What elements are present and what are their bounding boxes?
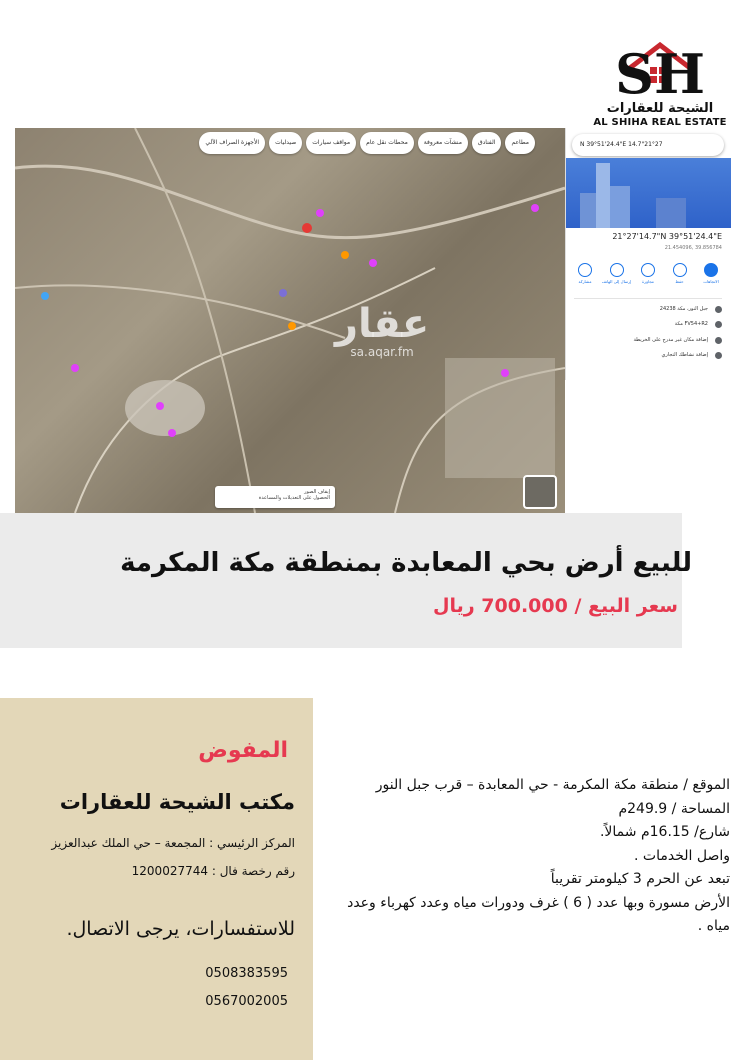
chip-pharmacies[interactable]: صيدليات bbox=[269, 132, 302, 154]
add-place-icon bbox=[715, 337, 722, 344]
map-layers-button[interactable] bbox=[523, 475, 557, 509]
save-button[interactable]: حفظ bbox=[669, 263, 691, 289]
panel-divider bbox=[574, 298, 722, 299]
detail-area: المساحة / 249.9م bbox=[618, 800, 730, 817]
chip-parking[interactable]: مواقف سيارات bbox=[306, 132, 356, 154]
logo-name-arabic: الشيحة للعقارات bbox=[606, 101, 714, 116]
logo-house-icon bbox=[590, 35, 730, 105]
agent-box bbox=[0, 698, 313, 1060]
coordinates-text: 21°27'14.7"N 39°51'24.4"E bbox=[612, 232, 722, 241]
detail-description: الأرض مسورة وبها عدد ( 6 ) غرف ودورات مياه وعدد كهرباء وعدد مياه . bbox=[347, 894, 730, 934]
phone-number-1[interactable]: 0508383595 bbox=[205, 966, 288, 981]
panel-row-add-business[interactable]: إضافة نشاطك التجاري bbox=[574, 352, 722, 358]
detail-distance: تبعد عن الحرم 3 كيلومتر تقريباً bbox=[550, 871, 730, 887]
map-terrain bbox=[15, 128, 565, 513]
coordinates-decimal: 21.454096, 39.856784 bbox=[664, 245, 722, 251]
chip-atm[interactable]: الأجهزة الصراف الآلي bbox=[199, 132, 265, 154]
map-category-chips bbox=[55, 132, 535, 154]
detail-street: شارع/ 16.15م شمالاً. bbox=[599, 824, 730, 840]
panel-row-add-place[interactable]: إضافة مكان غير مدرج على الخريطة bbox=[574, 337, 722, 343]
directions-button[interactable]: الاتجاهات bbox=[700, 263, 722, 289]
agent-headquarters: المركز الرئيسي : المجمعة – حي الملك عبدالعزيز bbox=[51, 836, 295, 850]
agent-inquiries: للاستفسارات، يرجى الاتصال. bbox=[66, 918, 295, 940]
pluscode-icon bbox=[715, 321, 722, 328]
panel-row-address[interactable]: جبل النور، مكة 24238 bbox=[574, 306, 722, 312]
panel-action-buttons bbox=[574, 263, 722, 289]
nearby-icon bbox=[641, 263, 655, 277]
clock-tower-image bbox=[566, 158, 731, 228]
nearby-button[interactable]: مجاورة bbox=[637, 263, 659, 289]
place-photo[interactable] bbox=[566, 158, 731, 228]
chip-hotels[interactable]: الفنادق bbox=[472, 132, 502, 154]
phone-number-2[interactable]: 0567002005 bbox=[205, 994, 288, 1009]
detail-location: الموقع / منطقة مكة المكرمة - حي المعابدة – قرب جبل النور bbox=[375, 777, 730, 793]
company-logo bbox=[590, 35, 730, 130]
bookmark-icon bbox=[673, 263, 687, 277]
agent-license: رقم رخصة فال : 1200027744 bbox=[131, 864, 295, 878]
business-icon bbox=[715, 352, 722, 359]
panel-row-pluscode[interactable]: FV54+R2 مكة bbox=[574, 321, 722, 327]
map-side-panel bbox=[565, 128, 730, 380]
send-to-phone-button[interactable]: إرسال إلى الهاتف bbox=[606, 263, 628, 289]
logo-name-english: AL SHIHA REAL ESTATE bbox=[593, 117, 727, 128]
listing-price: سعر البيع / 700.000 ريال bbox=[432, 595, 678, 617]
location-pin-icon bbox=[715, 306, 722, 313]
aqar-watermark: عقار sa.aqar.fm bbox=[335, 301, 430, 359]
chip-restaurants[interactable]: مطاعم bbox=[505, 132, 535, 154]
phone-icon bbox=[610, 263, 624, 277]
share-button[interactable]: مشاركة bbox=[574, 263, 596, 289]
title-band bbox=[0, 513, 682, 648]
detail-services: واصل الخدمات . bbox=[634, 847, 730, 864]
map-screenshot[interactable] bbox=[15, 128, 565, 513]
listing-details bbox=[330, 774, 730, 939]
map-search-input[interactable]: N 39°51'24.4"E 14.7"21°27 bbox=[572, 134, 724, 156]
share-icon bbox=[578, 263, 592, 277]
map-hint-box[interactable]: إيقاف الصور الحصول على التعديلات والمساعدة bbox=[215, 486, 335, 508]
agent-office-name: مكتب الشيحة للعقارات bbox=[59, 790, 295, 814]
chip-transit[interactable]: محطات نقل عام bbox=[360, 132, 414, 154]
directions-icon bbox=[704, 263, 718, 277]
logo-letters: SH bbox=[614, 42, 706, 105]
chip-landmarks[interactable]: منشآت معروفة bbox=[418, 132, 468, 154]
agent-heading: المفوض bbox=[198, 738, 288, 763]
listing-title: للبيع أرض بحي المعابدة بمنطقة مكة المكرمة bbox=[120, 548, 692, 578]
